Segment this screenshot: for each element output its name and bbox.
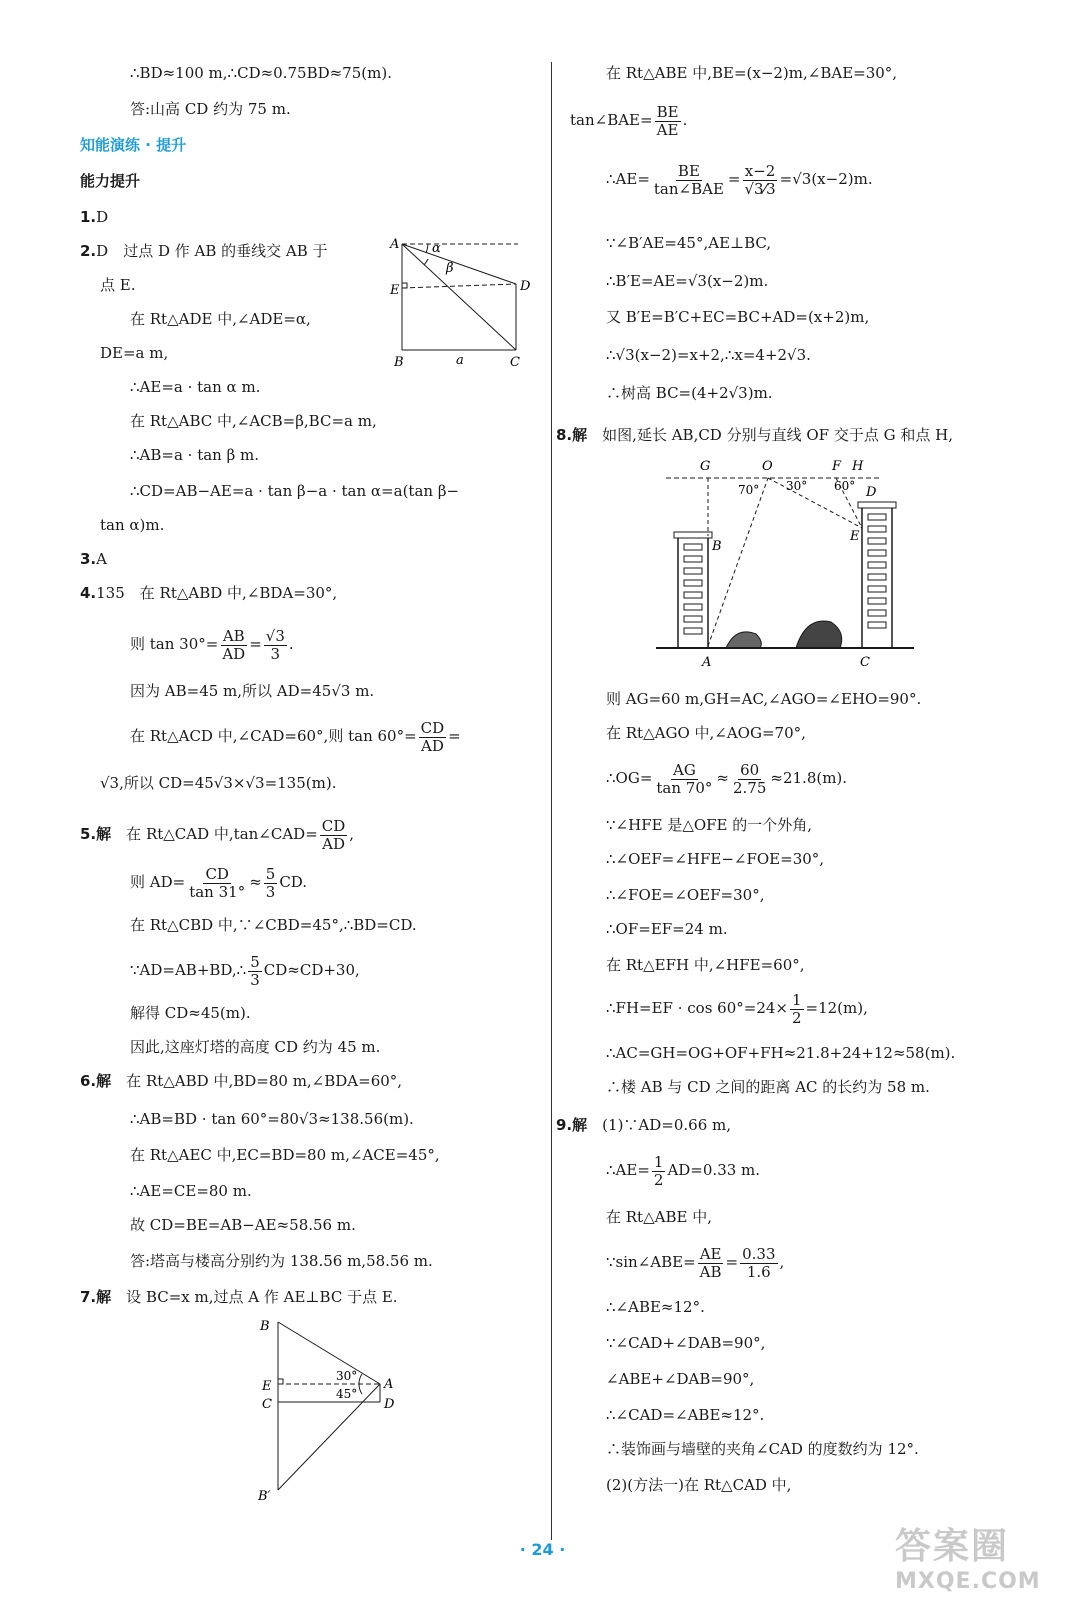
fraction <box>655 104 681 139</box>
problem-number: 3. <box>80 550 97 568</box>
angle-45: 45° <box>336 1387 358 1401</box>
fraction <box>264 866 278 901</box>
text-line: ∴CD=AB−AE=a · tan β−a · tan α=a(tan β− <box>130 482 460 500</box>
numerator: CD <box>205 864 229 883</box>
shrub <box>726 632 761 648</box>
fraction <box>187 866 247 901</box>
text: ∴AE= <box>606 170 650 188</box>
solve-label: 解 <box>572 426 588 444</box>
fraction <box>731 762 768 797</box>
problem-number: 1. <box>80 208 97 226</box>
text-line: (2)(方法一)在 Rt△CAD 中, <box>606 1476 792 1494</box>
fraction <box>248 954 262 989</box>
label-B: B <box>260 1319 270 1334</box>
problem-4-line <box>80 582 337 604</box>
problem-number: 8. <box>556 426 573 444</box>
formula-line <box>606 1150 760 1190</box>
formula-line <box>606 1242 784 1282</box>
text: 在 Rt△ABD 中,BD=80 m,∠BDA=60°, <box>126 1072 403 1090</box>
text-line: 在 Rt△ABC 中,∠ACB=β,BC=a m, <box>130 412 377 430</box>
text: = <box>249 635 262 653</box>
denominator: AD <box>420 736 444 755</box>
line-AO <box>708 478 768 646</box>
label-a: a <box>456 353 464 368</box>
watermark <box>895 1518 1080 1596</box>
answer: D <box>96 242 109 260</box>
label-alpha: α <box>432 241 441 256</box>
problem-number: 4. <box>80 584 97 602</box>
label-D: D <box>866 485 877 500</box>
column-divider <box>551 62 552 1540</box>
problem-number: 6. <box>80 1072 97 1090</box>
text-line: ∴AB=a · tan β m. <box>130 446 260 464</box>
text-line: 在 Rt△EFH 中,∠HFE=60°, <box>606 956 805 974</box>
numerator: AE <box>699 1244 722 1263</box>
text: ≈ <box>716 769 729 787</box>
text-line: ∴AE=CE=80 m. <box>130 1182 252 1200</box>
watermark-logo-text: 答案圈 <box>895 1526 1010 1567</box>
label-D: D <box>520 279 531 294</box>
text: 过点 D 作 AB 的垂线交 AB 于 <box>123 242 328 260</box>
text: ∴FH=EF · cos 60°=24× <box>606 999 788 1017</box>
denominator: AB <box>699 1262 722 1281</box>
label-B-prime: B′ <box>258 1489 271 1504</box>
numerator: 1 <box>653 1152 664 1171</box>
solve-label: 解 <box>96 1072 112 1090</box>
formula-line <box>130 950 360 990</box>
label-E: E <box>850 529 860 544</box>
problem-7-line <box>80 1286 398 1308</box>
label-C: C <box>510 355 520 370</box>
formula-line <box>570 100 687 140</box>
label-B: B <box>712 539 722 554</box>
watermark-url: MXQE.COM <box>895 1569 1041 1594</box>
label-D: D <box>384 1397 395 1412</box>
denominator: 1.6 <box>746 1262 771 1281</box>
denominator: 3 <box>250 970 260 989</box>
text: ≈ <box>249 873 262 891</box>
building-CD <box>862 506 892 648</box>
angle-30: 30° <box>336 1369 358 1383</box>
answer: A <box>96 550 107 568</box>
text-line: 又 B′E=B′C+EC=BC+AD=(x+2)m, <box>606 308 870 326</box>
numerator: BE <box>656 102 679 121</box>
numerator: 60 <box>740 760 760 779</box>
formula-line <box>606 988 868 1028</box>
text-line: √3,所以 CD=45√3×√3=135(m). <box>100 774 337 792</box>
fraction <box>698 1246 724 1281</box>
text-line: 在 Rt△AGO 中,∠AOG=70°, <box>606 724 806 742</box>
text-line: ∴AE=a · tan α m. <box>130 378 261 396</box>
text: 设 BC=x m,过点 A 作 AE⊥BC 于点 E. <box>126 1288 398 1306</box>
fraction <box>264 628 287 663</box>
right-angle-mark <box>402 283 407 288</box>
problem-9-line <box>556 1114 731 1136</box>
solve-label: 解 <box>96 825 112 843</box>
text-line: 因此,这座灯塔的高度 CD 约为 45 m. <box>130 1038 381 1056</box>
page-number: · 24 · <box>519 1540 566 1559</box>
angle-30: 30° <box>786 479 808 493</box>
text-line: ∴√3(x−2)=x+2,∴x=4+2√3. <box>606 346 811 364</box>
denominator: 2 <box>653 1170 664 1189</box>
text: =√3(x−2)m. <box>779 170 873 188</box>
text: . <box>288 635 294 653</box>
formula-line <box>130 716 461 756</box>
fraction <box>419 720 447 755</box>
numerator: 1 <box>791 990 802 1009</box>
text-line: ∴BD≈100 m,∴CD≈0.75BD≈75(m). <box>130 64 392 82</box>
text-line: ∴楼 AB 与 CD 之间的距离 AC 的长约为 58 m. <box>606 1078 930 1096</box>
text-line: 因为 AB=45 m,所以 AD=45√3 m. <box>130 682 375 700</box>
numerator: 0.33 <box>742 1244 776 1263</box>
denominator: 3 <box>265 882 276 901</box>
angle-70: 70° <box>738 483 760 497</box>
shrub <box>796 621 842 648</box>
problem-number: 5. <box>80 825 97 843</box>
fraction <box>743 163 778 198</box>
text: CD. <box>279 873 308 891</box>
text-line: 故 CD=BE=AB−AE≈58.56 m. <box>130 1216 356 1234</box>
formula-line <box>606 154 873 204</box>
text-line: ∠ABE+∠DAB=90°, <box>606 1370 755 1388</box>
text: , <box>349 825 355 843</box>
fraction <box>652 1154 666 1189</box>
text-line: ∴B′E=AE=√3(x−2)m. <box>606 272 769 290</box>
text-line: 在 Rt△ABE 中, <box>606 1208 712 1226</box>
text-line: tan α)m. <box>100 516 165 534</box>
text: 如图,延长 AB,CD 分别与直线 OF 交于点 G 和点 H, <box>602 426 953 444</box>
line-B-prime-A <box>278 1384 380 1490</box>
building-CD-roof <box>858 502 896 508</box>
text-line: ∴AB=BD · tan 60°=80√3≈138.56(m). <box>130 1110 414 1128</box>
label-C: C <box>860 655 870 670</box>
denominator: AD <box>322 834 345 853</box>
text: =12(m), <box>805 999 868 1017</box>
problem-number: 2. <box>80 242 97 260</box>
subsection-heading: 能力提升 <box>80 172 141 190</box>
label-G: G <box>700 459 711 474</box>
fraction <box>740 1246 777 1281</box>
problem-2-line <box>80 240 328 262</box>
text: , <box>779 1253 785 1271</box>
text-line: 点 E. <box>100 276 136 294</box>
label-B: B <box>394 355 404 370</box>
line-AC <box>402 244 516 350</box>
problem-3 <box>80 548 107 570</box>
numerator: BE <box>677 161 700 180</box>
label-beta: β <box>446 261 454 276</box>
text-line: ∴装饰画与墙壁的夹角∠CAD 的度数约为 12°. <box>606 1440 919 1458</box>
denominator: AE <box>656 120 679 139</box>
label-E: E <box>390 283 400 298</box>
fraction <box>790 992 804 1027</box>
text: 135 在 Rt△ABD 中,∠BDA=30°, <box>96 584 338 602</box>
formula-line <box>130 624 294 664</box>
text: tan∠BAE= <box>570 111 653 129</box>
right-angle-mark <box>278 1379 283 1384</box>
problem-6-line <box>80 1070 402 1092</box>
formula-line <box>606 758 847 798</box>
section-heading: 知能演练 · 提升 <box>80 136 187 154</box>
text: CD≈CD+30, <box>263 961 360 979</box>
text-line: ∴树高 BC=(4+2√3)m. <box>606 384 773 402</box>
label-A: A <box>390 237 400 252</box>
figure-problem-7 <box>250 1316 410 1506</box>
solve-label: 解 <box>96 1288 112 1306</box>
denominator: 2.75 <box>732 778 767 797</box>
numerator: CD <box>321 816 346 835</box>
line-BA <box>278 1322 380 1384</box>
text-line: ∴AC=GH=OG+OF+FH≈21.8+24+12≈58(m). <box>606 1044 956 1062</box>
line-AD <box>402 244 516 284</box>
text: = <box>448 727 461 745</box>
text-line: 在 Rt△AEC 中,EC=BD=80 m,∠ACE=45°, <box>130 1146 440 1164</box>
text-line: 在 Rt△ADE 中,∠ADE=α, <box>130 310 311 328</box>
text: 在 Rt△CAD 中,tan∠CAD= <box>126 825 318 843</box>
text-line: ∵∠CAD+∠DAB=90°, <box>606 1334 766 1352</box>
numerator: √3 <box>265 626 285 645</box>
label-C: C <box>262 1397 272 1412</box>
angle-arc-beta <box>424 259 428 265</box>
text-line: 答:山高 CD 约为 75 m. <box>130 100 291 118</box>
problem-1 <box>80 206 108 228</box>
fraction <box>220 628 247 663</box>
denominator: 2 <box>791 1008 802 1027</box>
text: = <box>727 170 741 188</box>
angle-arc-alpha <box>426 244 428 253</box>
text-line: 则 AG=60 m,GH=AC,∠AGO=∠EHO=90°. <box>606 690 922 708</box>
text: ∴OG= <box>606 769 653 787</box>
denominator: AD <box>222 644 246 663</box>
text: 则 tan 30°= <box>130 635 219 653</box>
text: ∵AD=AB+BD,∴ <box>130 961 247 979</box>
text: . <box>682 111 688 129</box>
numerator: CD <box>420 718 445 737</box>
numerator: x−2 <box>744 161 776 180</box>
figure-problem-8 <box>656 456 916 672</box>
figure-problem-2 <box>388 232 538 372</box>
text: ∴AE= <box>606 1161 650 1179</box>
denominator: tan∠BAE <box>653 179 724 198</box>
solve-label: 解 <box>572 1116 588 1134</box>
label-A: A <box>384 1377 394 1392</box>
text: 则 AD= <box>130 873 186 891</box>
text: 在 Rt△ACD 中,∠CAD=60°,则 tan 60°= <box>130 727 417 745</box>
label-A: A <box>702 655 712 670</box>
text-line: DE=a m, <box>100 344 169 362</box>
text: ≈21.8(m). <box>770 769 848 787</box>
text-line: ∴∠ABE≈12°. <box>606 1298 705 1316</box>
line-ED <box>402 284 516 288</box>
text-line: ∴OF=EF=24 m. <box>606 920 728 938</box>
label-F: F <box>832 459 842 474</box>
text: (1)∵AD=0.66 m, <box>602 1116 732 1134</box>
denominator: tan 70° <box>656 778 713 797</box>
label-O: O <box>762 459 773 474</box>
fraction <box>654 762 714 797</box>
numerator: AG <box>672 760 696 779</box>
text-line: 答:塔高与楼高分别约为 138.56 m,58.56 m. <box>130 1252 433 1270</box>
numerator: 5 <box>265 864 276 883</box>
text: AD=0.33 m. <box>667 1161 761 1179</box>
denominator: 3 <box>270 644 281 663</box>
answer: D <box>96 208 109 226</box>
text-line: ∴∠FOE=∠OEF=30°, <box>606 886 765 904</box>
fraction <box>652 163 726 198</box>
problem-number: 7. <box>80 1288 97 1306</box>
text-line: 在 Rt△ABE 中,BE=(x−2)m,∠BAE=30°, <box>606 64 898 82</box>
text-line: 解得 CD≈45(m). <box>130 1004 251 1022</box>
text: = <box>725 1253 739 1271</box>
fraction <box>320 818 348 853</box>
denominator: √3⁄3 <box>744 179 776 198</box>
text-line: ∴∠OEF=∠HFE−∠FOE=30°, <box>606 850 825 868</box>
numerator: 5 <box>250 952 260 971</box>
angle-60: 60° <box>834 479 856 493</box>
text-line: ∵∠B′AE=45°,AE⊥BC, <box>606 234 772 252</box>
denominator: tan 31° <box>189 882 246 901</box>
text: ∵sin∠ABE= <box>606 1253 696 1271</box>
problem-8-line <box>556 424 953 446</box>
text-line: ∴∠CAD=∠ABE≈12°. <box>606 1406 765 1424</box>
label-E: E <box>262 1379 272 1394</box>
label-H: H <box>852 459 864 474</box>
problem-number: 9. <box>556 1116 573 1134</box>
building-AB-roof <box>674 532 712 538</box>
text-line: 在 Rt△CBD 中,∵∠CBD=45°,∴BD=CD. <box>130 916 417 934</box>
text-line: ∵∠HFE 是△OFE 的一个外角, <box>606 816 813 834</box>
numerator: AB <box>222 626 245 645</box>
problem-5-line <box>80 814 354 854</box>
formula-line <box>130 862 307 902</box>
